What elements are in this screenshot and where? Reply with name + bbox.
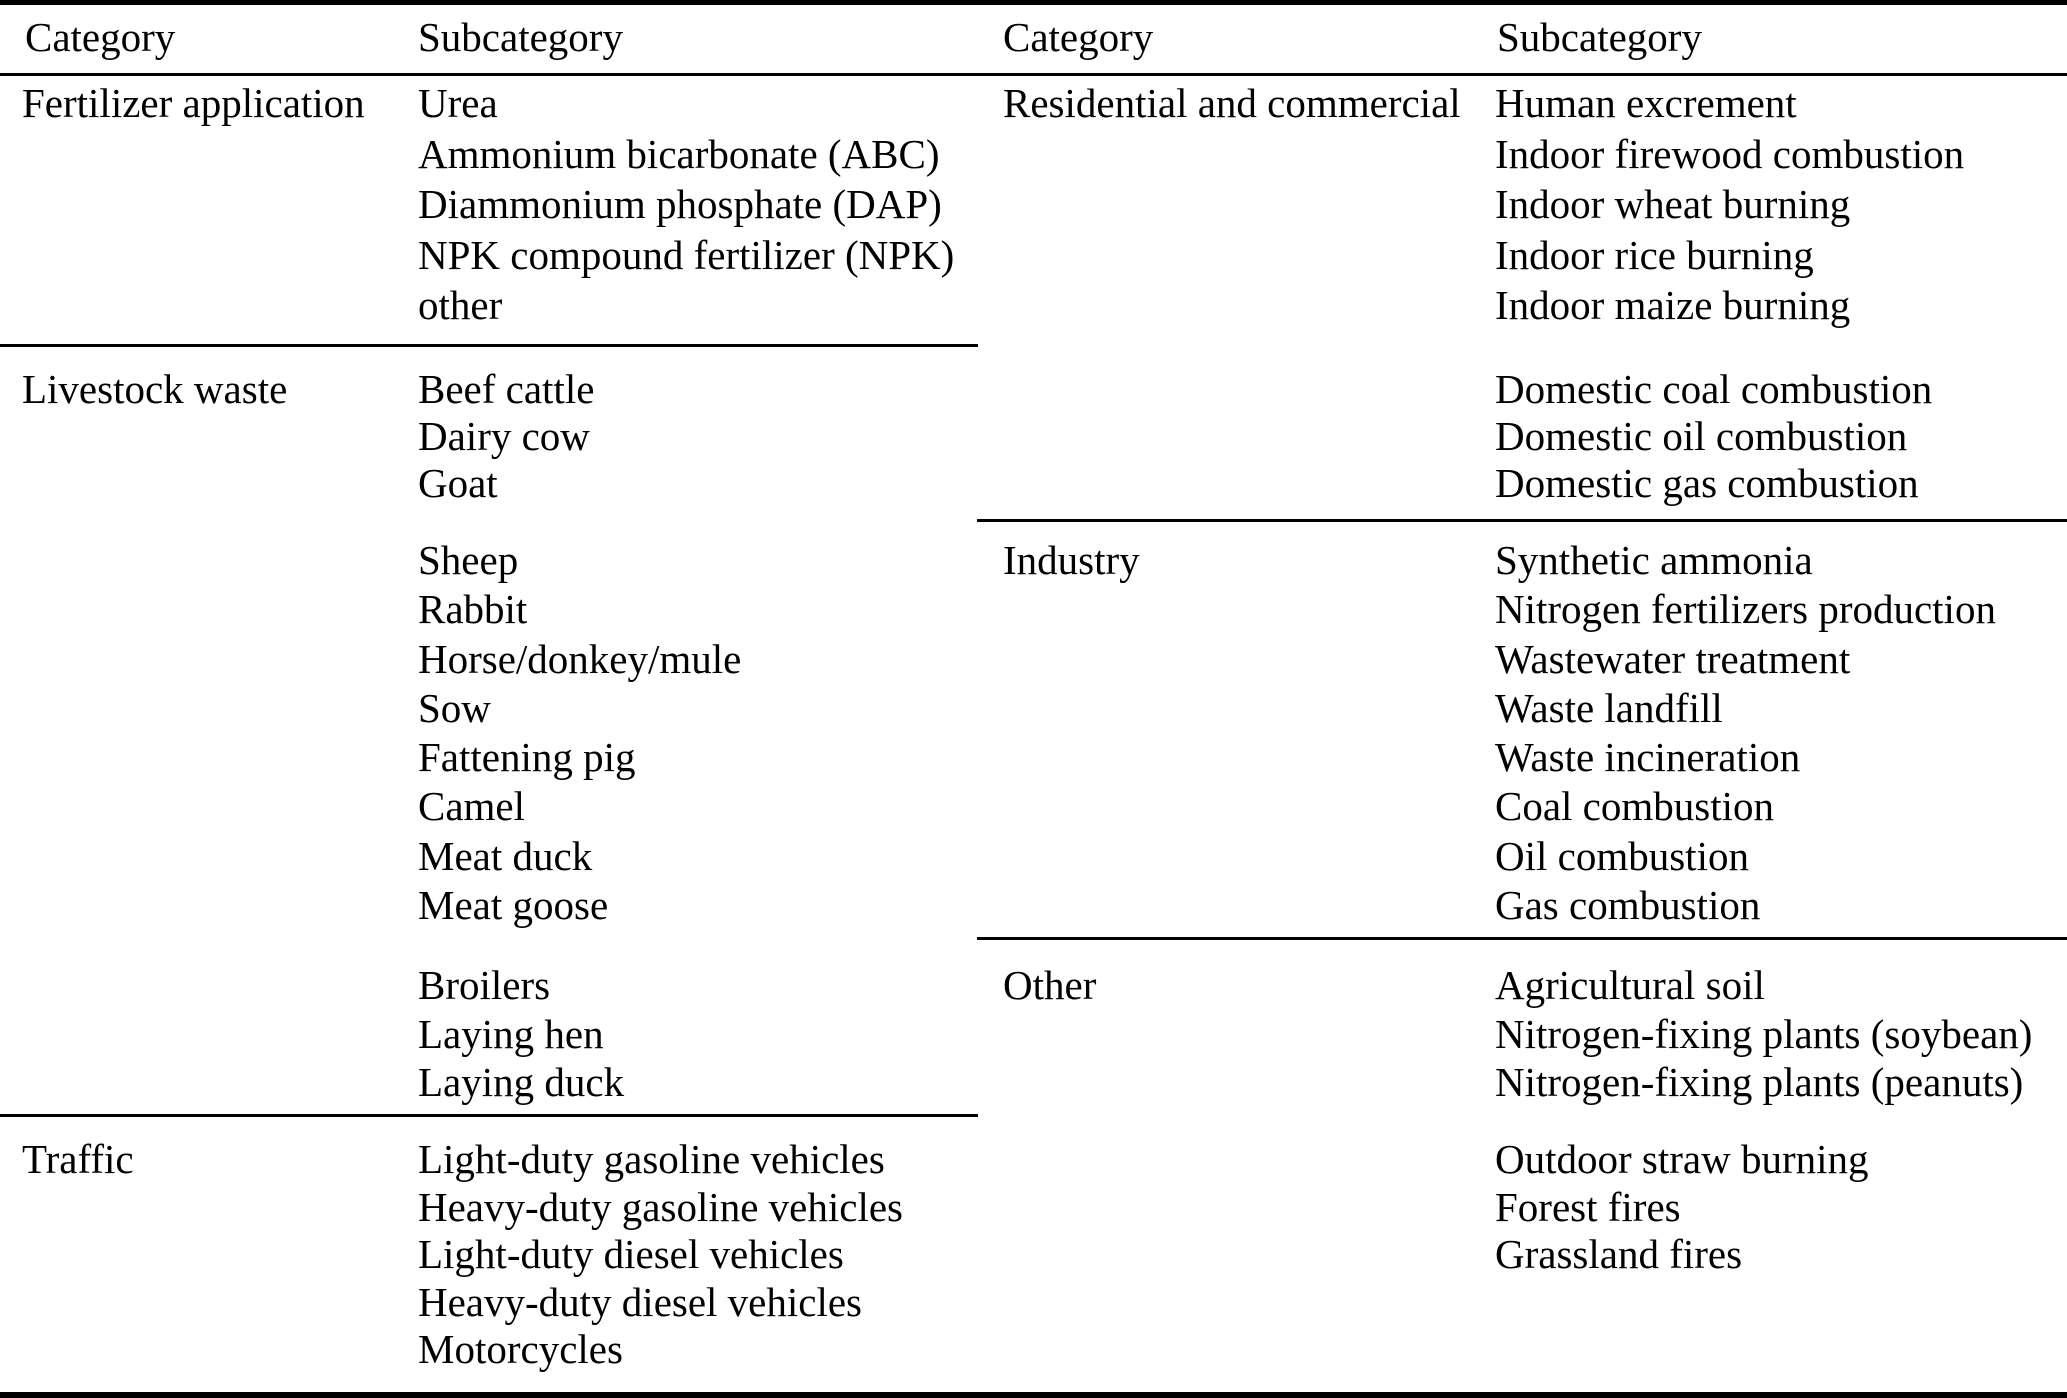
subcategory-item: Horse/donkey/mule [418, 635, 742, 682]
subcategory-item: Broilers [418, 962, 551, 1008]
subcategory-group [1495, 1136, 1869, 1279]
subcategory-item: Indoor firewood combustion [1495, 130, 1965, 177]
subcategory-group [418, 78, 954, 331]
subcategory-group [1495, 78, 1964, 331]
subcategory-item: Synthetic ammonia [1495, 537, 1813, 583]
subcategory-item: Camel [418, 783, 526, 830]
subcategory-item: Indoor wheat burning [1495, 181, 1851, 227]
subcategory-item: Nitrogen-fixing plants (peanuts) [1495, 1059, 2024, 1105]
subcategory-item: Light-duty gasoline vehicles [418, 1136, 885, 1182]
subcategory-item: Agricultural soil [1495, 962, 1765, 1008]
subcategory-item: Dairy cow [418, 413, 590, 459]
subcategory-item: Indoor rice burning [1495, 231, 1814, 278]
subcategory-item: Heavy-duty diesel vehicles [418, 1278, 863, 1325]
category-label: Other [1003, 962, 1097, 1008]
subcategory-group [418, 366, 594, 507]
subcategory-item: Waste incineration [1495, 734, 1801, 781]
category-label: Livestock waste [22, 366, 288, 412]
header-category-right: Category [1003, 14, 1154, 60]
subcategory-item: Fattening pig [418, 734, 636, 781]
header-category-left: Category [25, 14, 176, 60]
subcategory-item: Motorcycles [418, 1326, 623, 1373]
section-rule-left-1 [0, 344, 978, 347]
subcategory-item: other [418, 282, 503, 328]
header-rule [0, 73, 2067, 76]
subcategory-item: Human excrement [1495, 80, 1797, 126]
category-label: Residential and commercial [1003, 80, 1461, 126]
subcategory-item: Meat goose [418, 882, 609, 929]
subcategory-item: Goat [418, 460, 498, 506]
section-rule-right-2 [977, 937, 2067, 940]
subcategory-item: Diammonium phosphate (DAP) [418, 181, 942, 227]
subcategory-item: Wastewater treatment [1495, 635, 1851, 682]
subcategory-item: Sow [418, 684, 491, 731]
subcategory-group [418, 1136, 903, 1374]
subcategory-item: Waste landfill [1495, 684, 1723, 731]
category-label: Industry [1003, 537, 1140, 583]
category-label: Fertilizer application [22, 80, 365, 126]
subcategory-item: Light-duty diesel vehicles [418, 1231, 844, 1278]
subcategory-group [1495, 961, 2032, 1107]
subcategory-item: Forest fires [1495, 1183, 1681, 1230]
subcategory-item: Nitrogen fertilizers production [1495, 586, 1996, 633]
header-subcategory-left: Subcategory [418, 14, 623, 60]
section-rule-right-1 [977, 519, 2067, 522]
subcategory-item: Urea [418, 80, 498, 126]
subcategory-item: NPK compound fertilizer (NPK) [418, 231, 955, 278]
subcategory-item: Meat duck [418, 832, 593, 879]
subcategory-item: Ammonium bicarbonate (ABC) [418, 130, 940, 177]
subcategory-item: Beef cattle [418, 366, 595, 412]
table-bottom-rule [0, 1392, 2067, 1398]
subcategory-group [418, 536, 741, 930]
header-subcategory-right: Subcategory [1497, 14, 1702, 60]
subcategory-item: Gas combustion [1495, 882, 1761, 929]
subcategory-item: Laying duck [418, 1059, 625, 1105]
subcategory-item: Indoor maize burning [1495, 282, 1851, 328]
subcategory-item: Laying hen [418, 1010, 604, 1057]
subcategory-item: Oil combustion [1495, 832, 1749, 879]
subcategory-item: Domestic oil combustion [1495, 413, 1908, 459]
subcategory-group [1495, 366, 1932, 507]
subcategory-item: Coal combustion [1495, 783, 1775, 830]
subcategory-item: Nitrogen-fixing plants (soybean) [1495, 1010, 2033, 1057]
subcategory-item: Outdoor straw burning [1495, 1136, 1869, 1182]
table-top-rule [0, 0, 2067, 5]
section-rule-left-2 [0, 1114, 978, 1117]
category-label: Traffic [22, 1136, 134, 1182]
subcategory-group [418, 961, 624, 1107]
subcategory-item: Domestic coal combustion [1495, 366, 1933, 412]
subcategory-group [1495, 536, 1996, 930]
subcategory-item: Sheep [418, 537, 519, 583]
subcategory-item: Heavy-duty gasoline vehicles [418, 1183, 904, 1230]
subcategory-item: Grassland fires [1495, 1231, 1743, 1278]
subcategory-item: Domestic gas combustion [1495, 460, 1919, 506]
subcategory-item: Rabbit [418, 586, 528, 633]
